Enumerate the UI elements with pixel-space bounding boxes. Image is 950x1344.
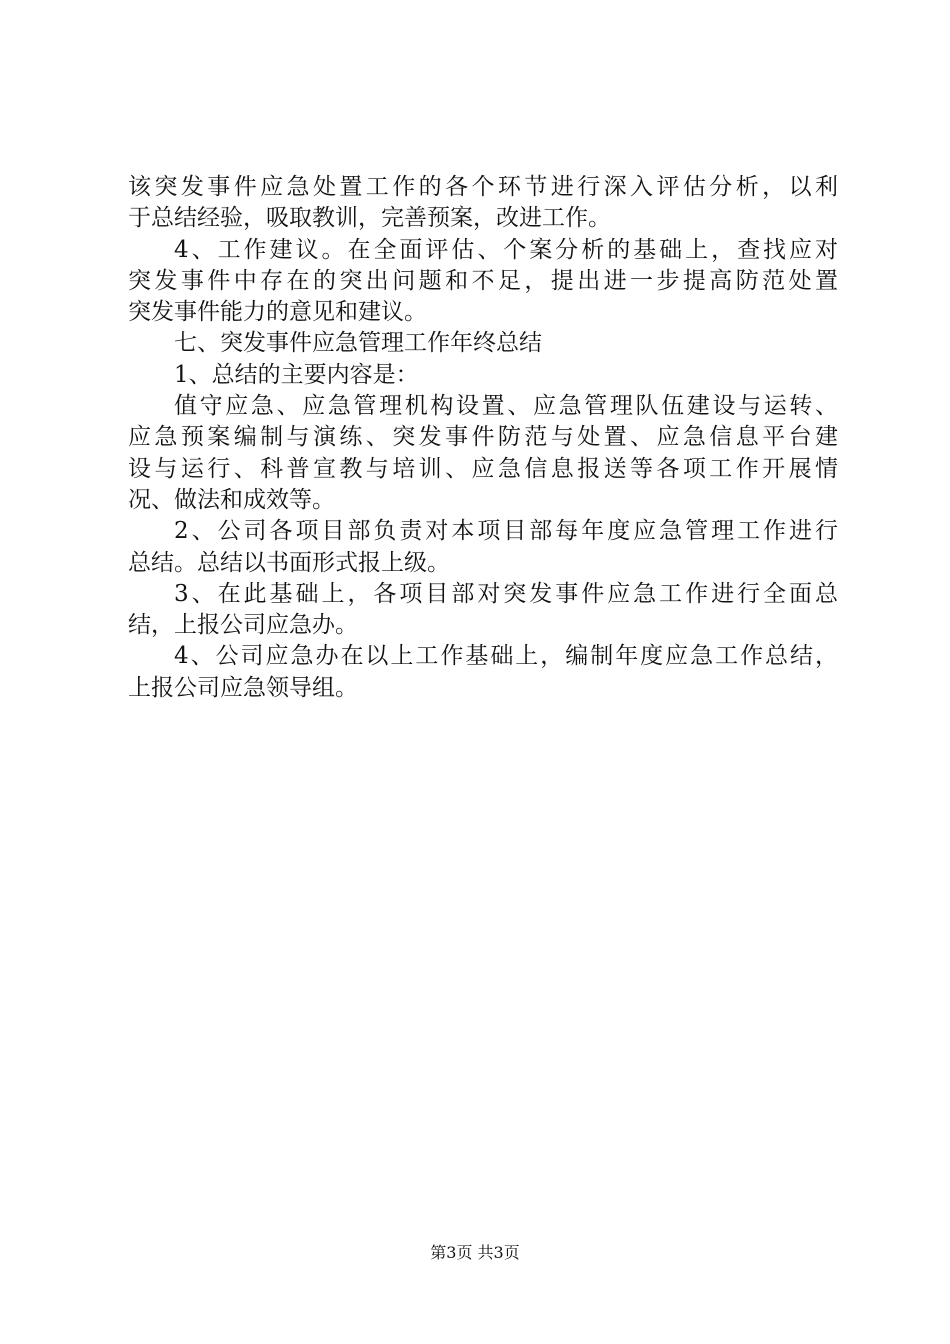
text-line: 结，上报公司应急办。 — [128, 612, 358, 639]
section-heading: 七、突发事件应急管理工作年终总结 — [174, 330, 542, 357]
page-footer: 第3页 共3页 — [430, 1243, 520, 1262]
text-line: 上报公司应急领导组。 — [128, 674, 358, 701]
text-line: 总结。总结以书面形式报上级。 — [128, 549, 450, 576]
text-line: 况、做法和成效等。 — [128, 486, 335, 513]
text-line: 该突发事件应急处置工作的各个环节进行深入评估分析，以利 — [128, 174, 838, 200]
text-line: 1、总结的主要内容是： — [174, 361, 419, 388]
text-line: 3、在此基础上，各项目部对突发事件应急工作进行全面总 — [174, 580, 838, 607]
document-body — [128, 172, 838, 704]
text-line: 应急预案编制与演练、突发事件防范与处置、应急信息平台建 — [128, 424, 838, 451]
text-line: 突发事件中存在的突出问题和不足，提出进一步提高防范处置 — [128, 267, 838, 294]
text-line: 2、公司各项目部负责对本项目部每年度应急管理工作进行 — [174, 518, 838, 545]
text-line: 4、公司应急办在以上工作基础上，编制年度应急工作总结， — [174, 643, 838, 670]
text-line: 突发事件能力的意见和建议。 — [128, 299, 427, 326]
text-line: 于总结经验，吸取教训，完善预案，改进工作。 — [128, 205, 611, 232]
text-line: 4、工作建议。在全面评估、个案分析的基础上，查找应对 — [174, 236, 838, 263]
text-line: 值守应急、应急管理机构设置、应急管理队伍建设与运转、 — [174, 393, 838, 420]
text-line: 设与运行、科普宣教与培训、应急信息报送等各项工作开展情 — [128, 455, 838, 482]
